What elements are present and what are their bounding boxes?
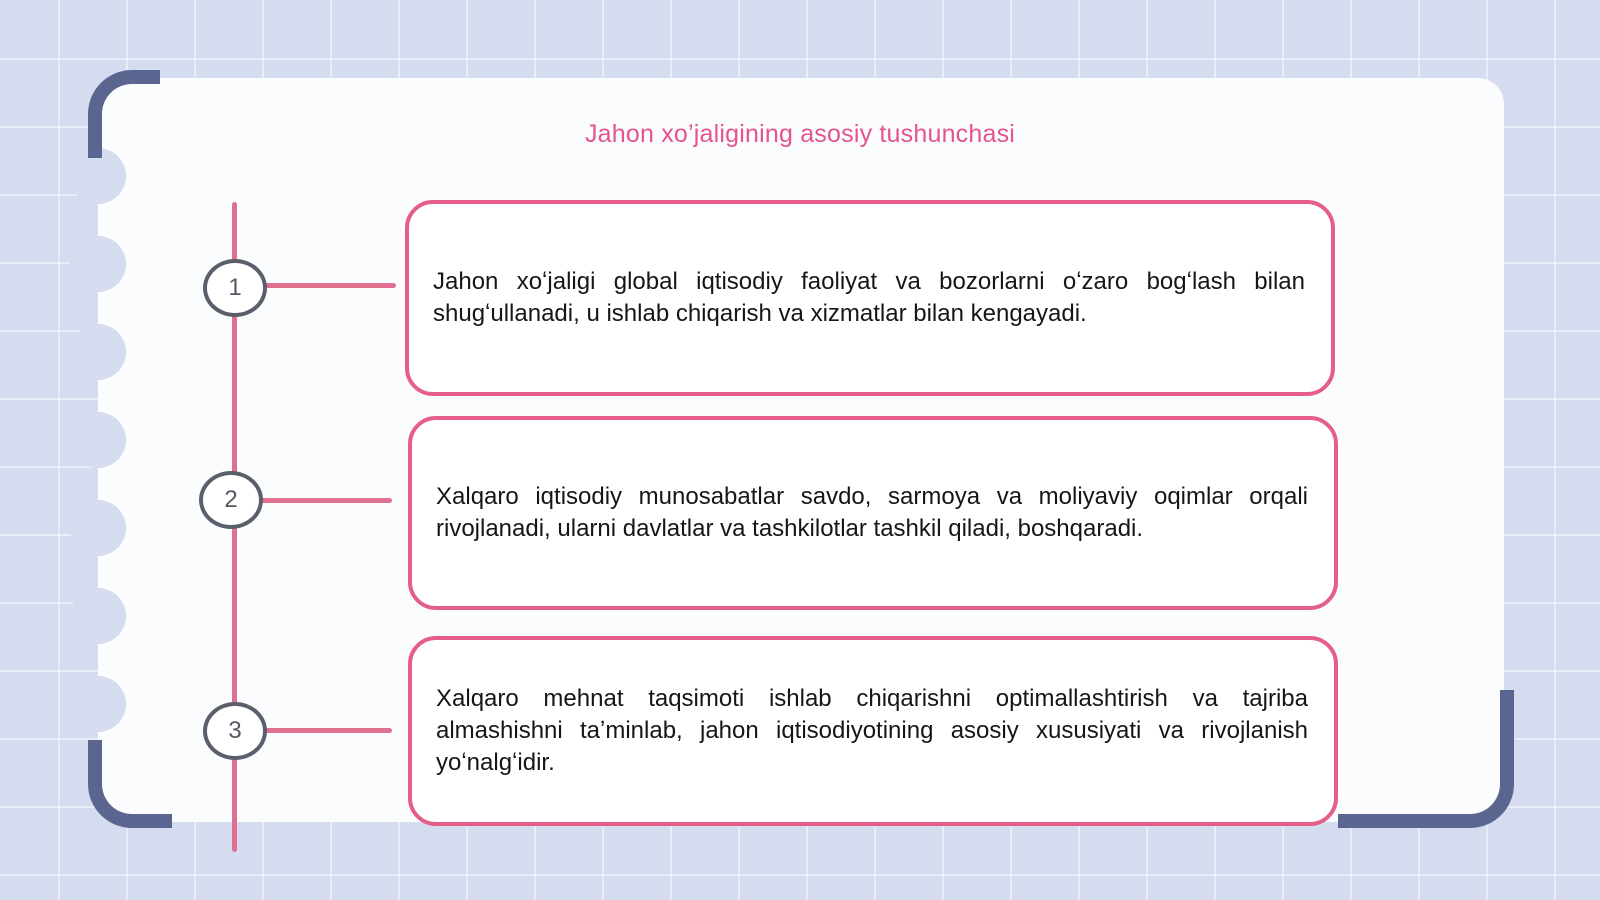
step-text-2: Xalqaro iqtisodiy munosabatlar savdo, sarmoya va moliyaviy oqimlar orqali rivojlanadi, ularni davlatlar va tashkilotlar tashkil qiladi, boshqaradi.: [436, 483, 1308, 542]
sheet-notch: [70, 236, 126, 292]
corner-bracket-bottom-right: [1338, 690, 1514, 828]
step-card-2: [408, 416, 1338, 610]
sheet-notch: [70, 412, 126, 468]
connector-line-1: [262, 283, 396, 288]
sheet-notch: [70, 588, 126, 644]
step-text-3: Xalqaro mehnat taqsimoti ishlab chiqarishni optimallashtirish va tajriba almashishni taʼminlab, jahon iqtisodiyotining asosiy xususiyati va rivojlanish yoʻnalgʻidir.: [436, 685, 1308, 776]
step-number-3: 3: [203, 702, 267, 760]
connector-line-2: [258, 498, 392, 503]
sheet-notch: [70, 324, 126, 380]
step-number-1: 1: [203, 259, 267, 317]
sheet-notch: [70, 500, 126, 556]
step-number-2: 2: [199, 471, 263, 529]
slide-title: Jahon xo’jaligining asosiy tushunchasi: [584, 120, 1016, 148]
connector-line-3: [262, 728, 392, 733]
step-card-1: [405, 200, 1335, 396]
corner-bracket-top-left: [88, 70, 160, 158]
corner-bracket-bottom-left: [88, 740, 172, 828]
step-card-3: [408, 636, 1338, 826]
sheet-notch: [70, 676, 126, 732]
step-text-1: Jahon xoʻjaligi global iqtisodiy faoliyat va bozorlarni oʻzaro bogʻlash bilan shugʻullanadi, u ishlab chiqarish va xizmatlar bilan kengayadi.: [433, 268, 1305, 327]
